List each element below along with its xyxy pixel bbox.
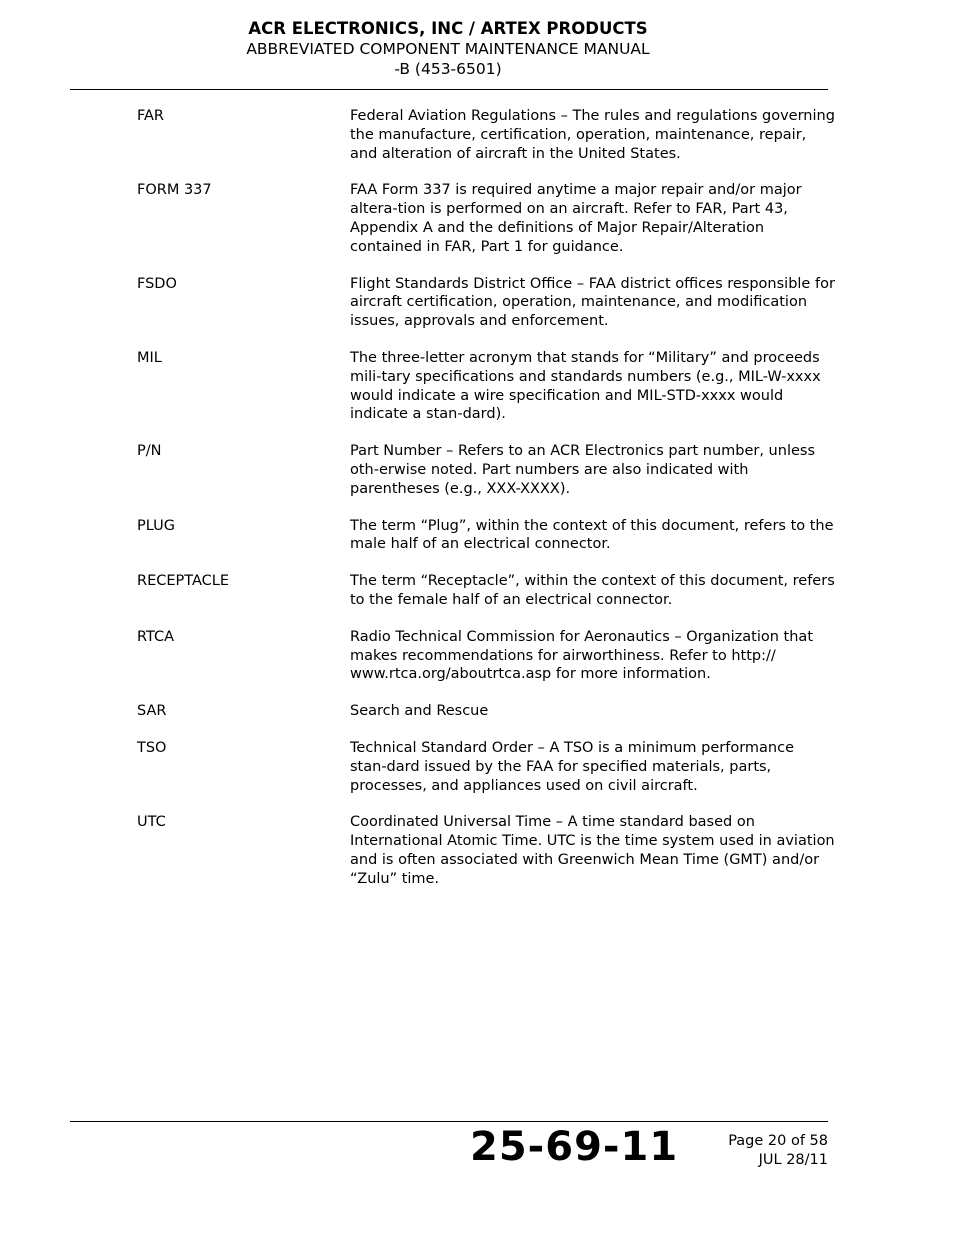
glossary-definition: The term “Receptacle”, within the context of this document, refers to the female half of an electrical connector. [350, 573, 835, 608]
glossary-definition: The three-letter acronym that stands for “Military” and proceeds mili-tary specifications and standards numbers (e.g., MIL-W-xxxx would indicate a wire specification and MIL-STD-xxxx would indicate a stan-dard). [350, 349, 821, 423]
glossary-row [137, 517, 837, 555]
manual-title: ABBREVIATED COMPONENT MAINTENANCE MANUAL [246, 40, 650, 58]
glossary-term: P/N [137, 443, 162, 460]
glossary-row [137, 349, 837, 424]
glossary-term: FORM 337 [137, 182, 212, 199]
glossary-definition: The term “Plug”, within the context of this document, refers to the male half of an electrical connector. [350, 517, 834, 553]
glossary-row [137, 813, 837, 888]
header-divider [70, 89, 828, 90]
document-number: 25-69-11 [470, 1124, 679, 1170]
glossary-term: FAR [137, 108, 165, 124]
model-number: -B (453-6501) [394, 60, 502, 78]
glossary-term: UTC [137, 814, 166, 831]
glossary-term: RECEPTACLE [137, 573, 230, 590]
glossary-definition: Federal Aviation Regulations – The rules and regulations governing the manufacture, certification, operation, maintenance, repair, and alteration of aircraft in the United States. [350, 108, 835, 162]
glossary-row [137, 275, 837, 331]
glossary-row [137, 628, 837, 684]
glossary-definition: Radio Technical Commission for Aeronautics – Organization that makes recommendations for airworthiness. Refer to http:// www.rtca.org/aboutrtca.asp for more information. [350, 628, 814, 683]
glossary-row [137, 572, 837, 610]
glossary-term: FSDO [137, 275, 177, 292]
glossary-term: TSO [137, 739, 167, 756]
revision-date: JUL 28/11 [758, 1151, 828, 1168]
glossary-row [137, 181, 837, 256]
glossary-term: PLUG [137, 517, 175, 534]
page-header [0, 18, 896, 79]
glossary-definition: Search and Rescue [350, 703, 489, 720]
glossary-definition: Coordinated Universal Time – A time standard based on International Atomic Time. UTC is the time system used in aviation and is often associated with Greenwich Mean Time (GMT) and/or “Zulu” time. [350, 814, 835, 887]
glossary-row [137, 107, 837, 163]
company-name: ACR ELECTRONICS, INC / ARTEX PRODUCTS [248, 19, 648, 38]
glossary-list [137, 107, 837, 907]
glossary-definition: Technical Standard Order – A TSO is a minimum performance stan-dard issued by the FAA for specified materials, parts, processes, and appliances used on civil aircraft. [350, 739, 795, 794]
glossary-term: SAR [137, 703, 167, 720]
glossary-row [137, 442, 837, 498]
glossary-row [137, 739, 837, 795]
glossary-term: RTCA [137, 628, 175, 645]
page-number: Page 20 of 58 [728, 1133, 828, 1149]
page-info [728, 1132, 828, 1169]
glossary-definition: Part Number – Refers to an ACR Electronics part number, unless oth-erwise noted. Part numbers are also indicated with parentheses (e.g., XXX-XXXX). [350, 443, 815, 497]
glossary-definition: Flight Standards District Office – FAA district offices responsible for aircraft certification, operation, maintenance, and modification issues, approvals and enforcement. [350, 275, 835, 330]
glossary-term: MIL [137, 349, 162, 366]
glossary-row [137, 702, 837, 721]
footer-divider [70, 1121, 828, 1122]
glossary-definition: FAA Form 337 is required anytime a major repair and/or major altera-tion is performed on an aircraft. Refer to FAR, Part 43, Appendix A and the definitions of Major Repair/Alteration contained in FAR, Part 1 for guidance. [350, 182, 802, 255]
